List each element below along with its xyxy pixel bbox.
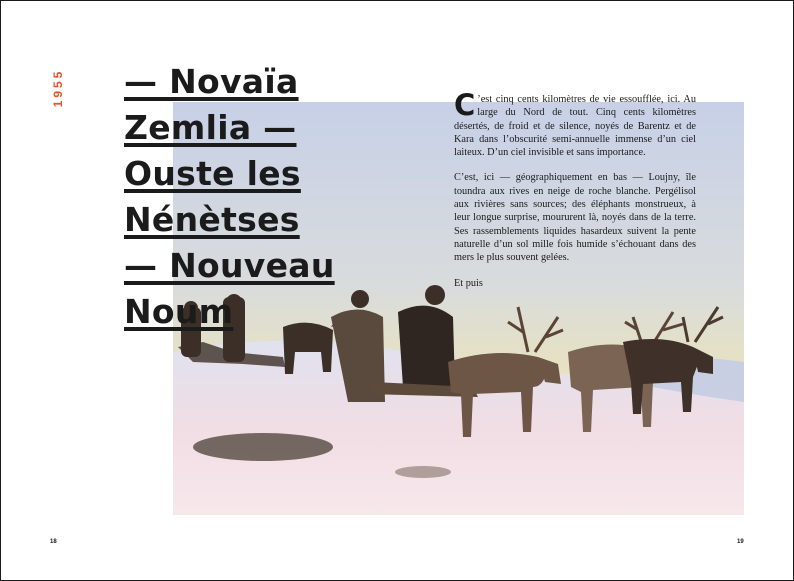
drop-cap: C [454,88,476,122]
article-body [454,88,696,302]
title-line: Zemlia — [124,108,297,147]
title-line: — Nouveau [124,246,335,285]
paragraph-text: ’est cinq cents kilomètres de vie essoufflée, ici. Au large du Nord de tout. Cinq cents kilomètres désertés, de froid et de silence, noyés de Barentz et de Kara dans l’obscurité semi-annuelle immense d’un ciel laiteux. D’un ciel invisible et sans importance. [454,94,696,159]
body-paragraph: Et puis [454,277,483,289]
body-paragraph [454,88,696,159]
title-line: — Novaïa [124,62,299,101]
year-text: 1955 [51,68,65,108]
year-label [41,63,75,113]
title-line: Noum [124,292,234,331]
page-number-left: 18 [50,539,57,545]
title-line: Ouste les [124,154,301,193]
title-line: Nénètses [124,200,300,239]
page-number-right: 19 [737,539,744,545]
body-paragraph: C’est, ici — géographiquement en bas — Loujny, île toundra aux rives en neige de roche blanche. Pergélisol aux rivières sans sources; des éléphants monstrueux, à leur longue surprise, moururent là, noyés dans de la terre. Ses rassemblements liquides hasardeux suivent la pente naturelle d’un sol mille fois humide s’échouant dans des mers le plus souvent gelées. [454,172,696,264]
article-title [124,59,364,335]
